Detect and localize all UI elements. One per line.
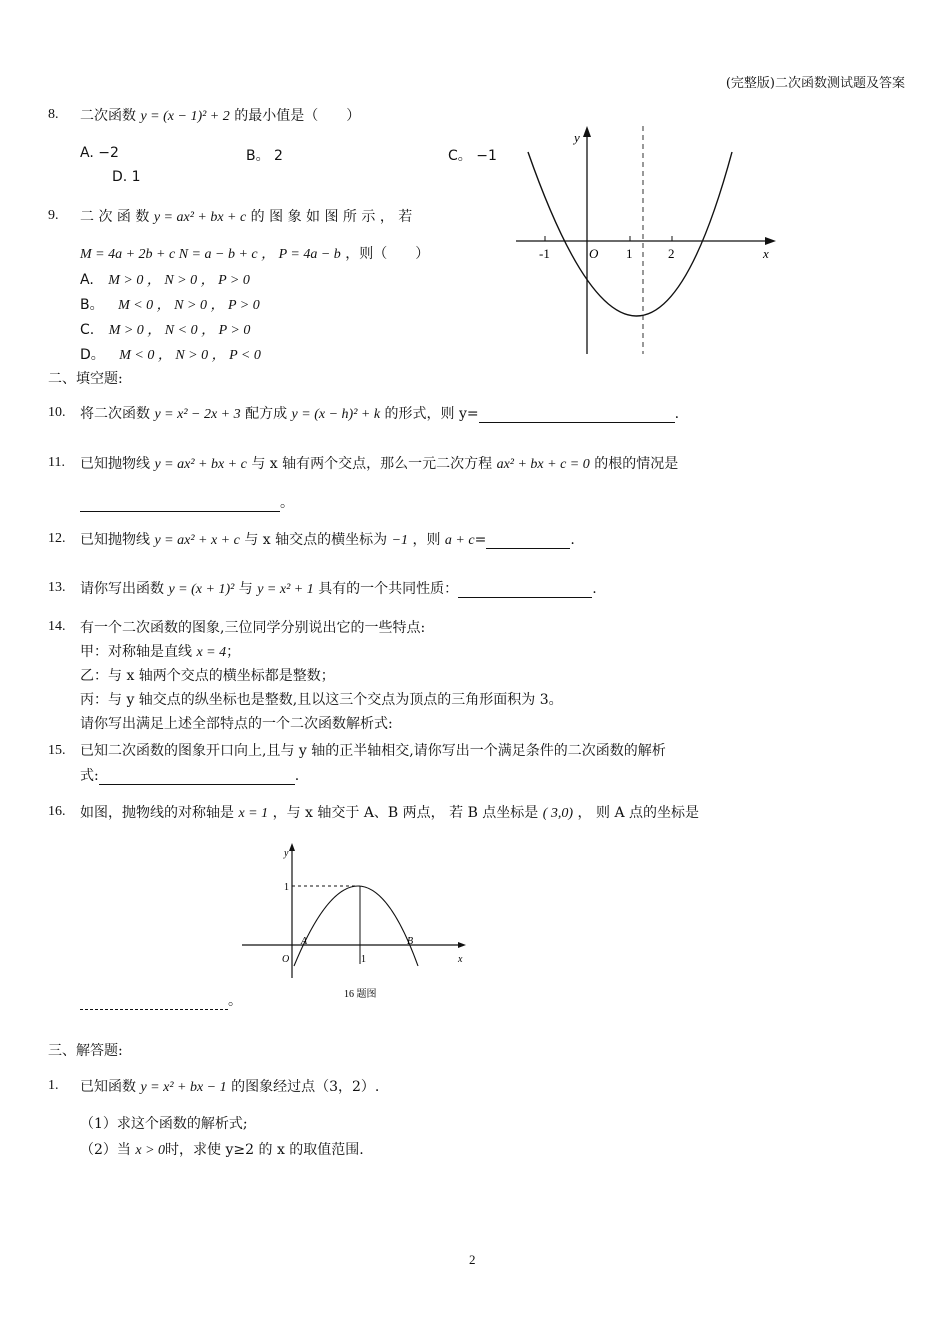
q11-mid: 与 x 轴有两个交点，那么一元二次方程 bbox=[251, 456, 493, 472]
q16-formula-1: x = 1 bbox=[238, 806, 269, 821]
q9-tick-label-2: 2 bbox=[668, 246, 675, 261]
q16-post: ， 则 A 点的坐标是 bbox=[577, 805, 700, 821]
q8-pre: 二次函数 bbox=[80, 108, 136, 124]
q16-x-axis-arrow bbox=[458, 942, 466, 948]
q13-post: 具有的一个共同性质： bbox=[318, 581, 459, 597]
q16-x-tick-label: 1 bbox=[361, 954, 366, 965]
q16-formula-2: ( 3,0) bbox=[542, 806, 574, 821]
q16-end: 。 bbox=[228, 993, 242, 1009]
q9-origin-label: O bbox=[589, 246, 599, 261]
q11-formula-1: y = ax² + bx + c bbox=[154, 457, 247, 472]
q14-line1: 有一个二次函数的图象,三位同学分别说出它的一些特点: bbox=[80, 620, 426, 636]
q8-option-b: B。 2 bbox=[246, 148, 283, 164]
q15-line2 bbox=[80, 765, 299, 785]
q11-answer-blank[interactable] bbox=[80, 497, 280, 512]
q9-number: 9. bbox=[48, 208, 59, 223]
q12-text bbox=[80, 529, 575, 549]
q11-pre: 已知抛物线 bbox=[80, 456, 150, 472]
q9-option-a-label: A. bbox=[80, 272, 94, 288]
q16-pre: 如图，抛物线的对称轴是 bbox=[80, 805, 234, 821]
q13-number: 13. bbox=[48, 580, 66, 595]
q10-formula-2: y = (x − h)² + k bbox=[291, 407, 381, 422]
q14-line2-pre: 甲：对称轴是直线 bbox=[80, 644, 192, 660]
q14-line2-post: ； bbox=[226, 644, 241, 660]
section-3-title: 三、解答题: bbox=[48, 1043, 123, 1059]
q10-mid: 配方成 bbox=[245, 406, 288, 422]
q12-post: ，则 bbox=[412, 532, 441, 548]
q14-line4: 丙：与 y 轴交点的纵坐标也是整数,且以这三个交点为顶点的三角形面积为 3。 bbox=[80, 692, 563, 708]
q9-parabola-figure bbox=[510, 122, 790, 360]
q8-number: 8. bbox=[48, 107, 59, 122]
q12-end: . bbox=[570, 532, 575, 548]
q9-line1-post: 的 图 象 如 图 所 示 ， 若 bbox=[250, 209, 413, 225]
q12-answer-blank[interactable] bbox=[486, 534, 570, 549]
q12-number: 12. bbox=[48, 531, 66, 546]
q9-option-a bbox=[80, 269, 250, 289]
q11-answer-line bbox=[80, 492, 294, 512]
q16-x-label: x bbox=[458, 954, 463, 965]
q13-mid: 与 bbox=[238, 581, 253, 597]
p1-sub2-post: 时，求使 y≥2 的 x 的取值范围. bbox=[165, 1142, 364, 1158]
q16-mid: ，与 x 轴交于 A、B 两点， 若 B 点坐标是 bbox=[272, 805, 539, 821]
q9-option-d-label: D。 bbox=[80, 347, 105, 363]
p1-pre: 已知函数 bbox=[80, 1079, 136, 1095]
q12-formula-1: y = ax² + x + c bbox=[154, 533, 240, 548]
q9-y-axis-arrow bbox=[583, 126, 591, 137]
q10-formula-1: y = x² − 2x + 3 bbox=[154, 407, 241, 422]
q9-line1 bbox=[80, 206, 412, 226]
q9-option-d bbox=[80, 344, 261, 364]
q16-figure-caption: 16 题图 bbox=[344, 989, 377, 1000]
q11-post: 的根的情况是 bbox=[594, 456, 679, 472]
q9-option-a-text: M > 0 ， N > 0 ， P > 0 bbox=[108, 273, 250, 288]
q16-answer-line bbox=[80, 990, 242, 1010]
q16-answer-blank[interactable] bbox=[80, 995, 228, 1010]
q8-text bbox=[80, 105, 360, 125]
q16-y-label: y bbox=[284, 848, 289, 859]
section-2-title: 二、填空题: bbox=[48, 371, 123, 387]
q14-number: 14. bbox=[48, 619, 66, 634]
q12-mid: 与 x 轴交点的横坐标为 bbox=[244, 532, 388, 548]
q14-line2-formula: x = 4 bbox=[196, 645, 227, 660]
q8-option-a: A. −2 bbox=[80, 145, 119, 161]
q9-line1-pre: 二 次 函 数 bbox=[80, 209, 150, 225]
q9-tick-label-neg1: -1 bbox=[539, 246, 550, 261]
q13-formula-2: y = x² + 1 bbox=[257, 582, 314, 597]
q9-tick-label-1: 1 bbox=[626, 246, 633, 261]
q11-end: 。 bbox=[280, 495, 294, 511]
q9-x-label: x bbox=[763, 246, 769, 261]
q16-point-a: A bbox=[301, 936, 308, 947]
q13-pre: 请你写出函数 bbox=[80, 581, 164, 597]
q9-option-b-label: B。 bbox=[80, 297, 104, 313]
p1-formula: y = x² + bx − 1 bbox=[140, 1080, 227, 1095]
p1-number: 1. bbox=[48, 1078, 59, 1093]
q11-formula-2: ax² + bx + c = 0 bbox=[496, 457, 590, 472]
q10-pre: 将二次函数 bbox=[80, 406, 150, 422]
q13-end: . bbox=[592, 581, 597, 597]
q8-option-d: D. 1 bbox=[112, 169, 141, 185]
q16-point-b: B bbox=[407, 936, 414, 947]
q14-line3: 乙：与 x 轴两个交点的横坐标都是整数； bbox=[80, 668, 335, 684]
q8-formula: y = (x − 1)² + 2 bbox=[140, 109, 230, 124]
p1-sub2-pre: （2）当 bbox=[80, 1142, 131, 1158]
q9-y-label: y bbox=[574, 130, 580, 145]
q9-option-d-text: M < 0 ， N > 0 ， P < 0 bbox=[119, 348, 261, 363]
q13-answer-blank[interactable] bbox=[458, 583, 592, 598]
p1-sub1: （1）求这个函数的解析式; bbox=[80, 1116, 248, 1132]
page-number: 2 bbox=[469, 1252, 476, 1267]
q9-line2-formula: M = 4a + 2b + c N = a − b + c ， P = 4a − b bbox=[80, 247, 341, 262]
q15-line1: 已知二次函数的图象开口向上,且与 y 轴的正半轴相交,请你写出一个满足条件的二次函数的解析 bbox=[80, 743, 666, 759]
q15-answer-blank[interactable] bbox=[99, 770, 295, 785]
q8-post: 的最小值是（ ） bbox=[234, 108, 361, 124]
q13-formula-1: y = (x + 1)² bbox=[168, 582, 235, 597]
p1-text bbox=[80, 1076, 379, 1096]
page-header: (完整版)二次函数测试题及答案 bbox=[725, 76, 905, 91]
q16-number: 16. bbox=[48, 804, 66, 819]
q9-line2-post: ，则（ ） bbox=[345, 246, 430, 262]
q8-option-c: C。 −1 bbox=[448, 148, 497, 164]
q9-option-c bbox=[80, 319, 250, 339]
q15-number: 15. bbox=[48, 743, 66, 758]
q15-line2-text: 式: bbox=[80, 768, 99, 784]
q9-option-c-label: C. bbox=[80, 322, 95, 338]
q16-parabola-figure bbox=[240, 840, 472, 1002]
p1-post: 的图象经过点（3，2）. bbox=[231, 1079, 380, 1095]
q16-y-axis-arrow bbox=[289, 843, 295, 851]
q10-text bbox=[80, 403, 679, 423]
q16-origin-label: O bbox=[282, 954, 290, 965]
q9-line1-formula: y = ax² + bx + c bbox=[153, 210, 247, 225]
p1-sub2 bbox=[80, 1139, 364, 1159]
q14-line5: 请你写出满足上述全部特点的一个二次函数解析式: bbox=[80, 716, 393, 732]
q9-parabola-curve bbox=[528, 152, 732, 316]
q13-text bbox=[80, 578, 597, 598]
q10-answer-blank[interactable] bbox=[479, 408, 675, 423]
q10-post: 的形式，则 y= bbox=[384, 406, 479, 422]
q16-y-tick-label: 1 bbox=[284, 882, 289, 893]
q14-line2 bbox=[80, 641, 240, 661]
p1-sub2-formula: x > 0 bbox=[135, 1143, 166, 1158]
q9-line2 bbox=[80, 243, 429, 263]
q12-equals: = bbox=[474, 532, 487, 548]
q9-option-b bbox=[80, 294, 260, 314]
q10-end: . bbox=[674, 406, 680, 422]
q10-number: 10. bbox=[48, 405, 66, 420]
q9-option-c-text: M > 0 ， N < 0 ， P > 0 bbox=[108, 323, 251, 338]
q12-value: −1 bbox=[391, 533, 409, 548]
q16-text bbox=[80, 802, 699, 822]
q12-formula-2: a + c bbox=[444, 533, 475, 548]
q15-end: . bbox=[294, 768, 300, 784]
q16-parabola-curve bbox=[294, 886, 418, 966]
q12-pre: 已知抛物线 bbox=[80, 532, 150, 548]
q11-number: 11. bbox=[48, 455, 65, 470]
q9-option-b-text: M < 0 ， N > 0 ， P > 0 bbox=[118, 298, 260, 313]
q9-x-axis-arrow bbox=[765, 237, 776, 245]
q11-text bbox=[80, 453, 678, 473]
